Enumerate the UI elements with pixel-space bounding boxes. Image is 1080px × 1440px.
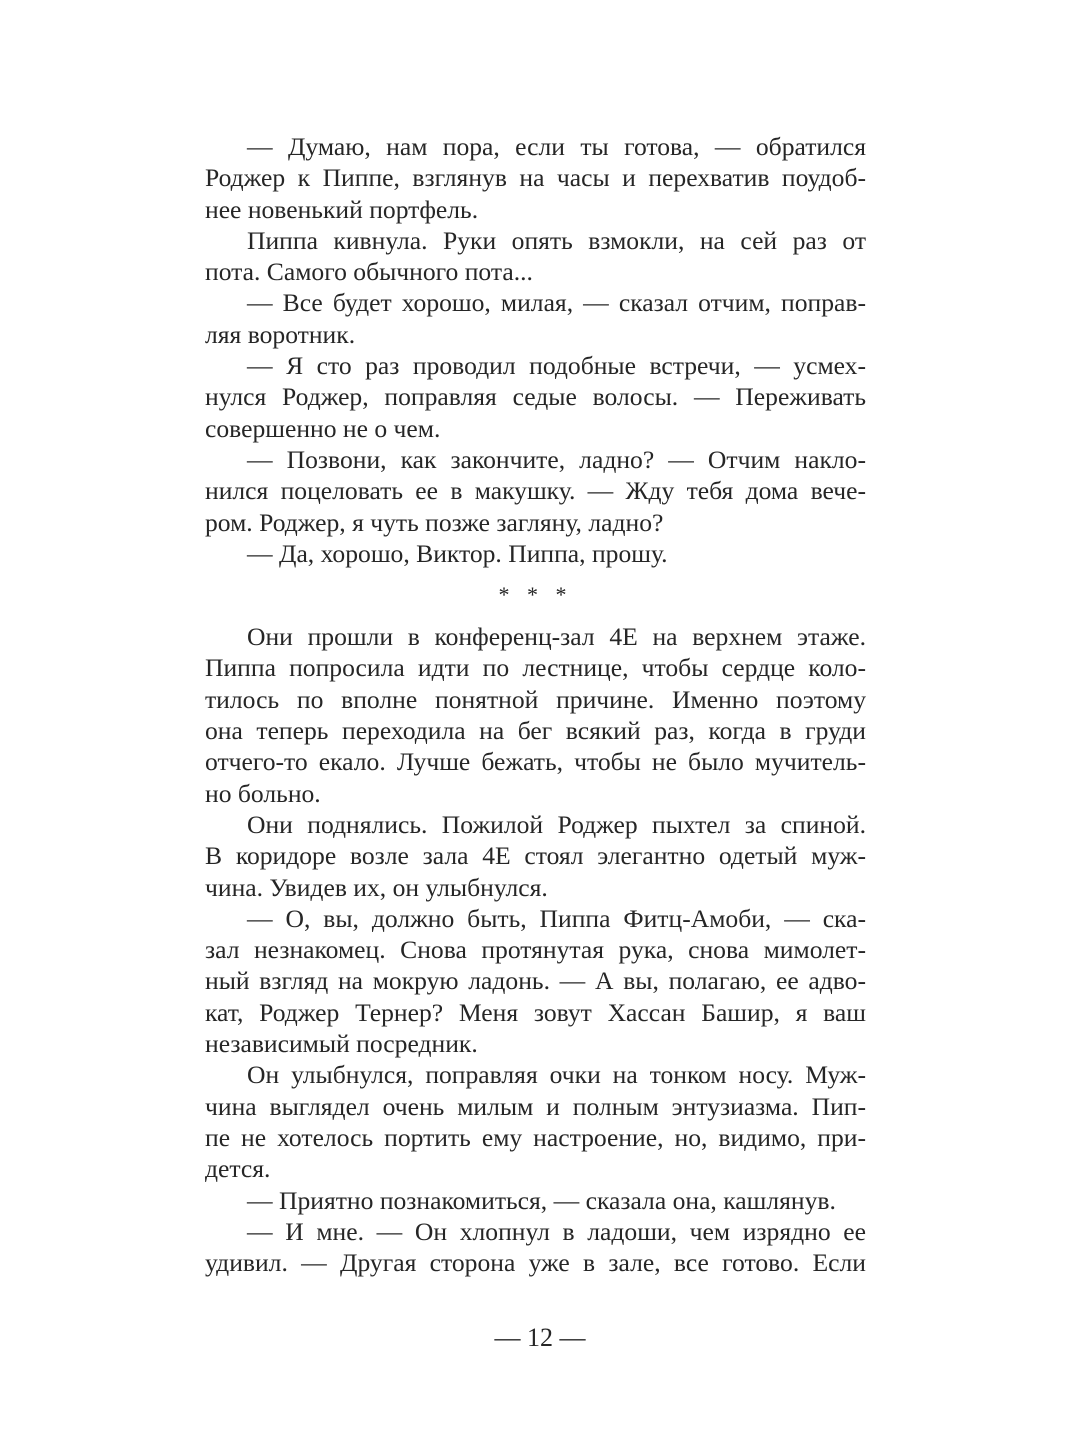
text-line: она теперь переходила на бег всякий раз, когда в груди xyxy=(205,716,866,746)
text-line: В коридоре возле зала 4Е стоял элегантно одетый муж- xyxy=(205,841,866,871)
text-line: Они прошли в конференц-зал 4Е на верхнем этаже. xyxy=(247,622,866,652)
text-line: Пиппа кивнула. Руки опять взмокли, на сей раз от xyxy=(247,225,866,255)
text-line: Пиппа попросила идти по лестнице, чтобы сердце коло- xyxy=(205,653,866,683)
body-text xyxy=(205,131,866,1278)
text-line: нее новенький портфель. xyxy=(205,194,479,224)
text-line: отчего-то екало. Лучше бежать, чтобы не было мучитель- xyxy=(205,747,866,777)
text-section-2 xyxy=(205,621,866,1278)
text-line: ром. Роджер, я чуть позже загляну, ладно? xyxy=(205,507,664,537)
text-line: совершенно не о чем. xyxy=(205,413,441,443)
text-line: тилось по вполне понятной причине. Именно поэтому xyxy=(205,684,866,714)
text-line: Он улыбнулся, поправляя очки на тонком носу. Муж- xyxy=(247,1060,866,1090)
text-line: — Я сто раз проводил подобные встречи, — усмех- xyxy=(247,351,866,381)
text-line: — И мне. — Он хлопнул в ладоши, чем изрядно ее xyxy=(247,1216,866,1246)
text-line: кат, Роджер Тернер? Меня зовут Хассан Башир, я ваш xyxy=(205,997,866,1027)
section-separator: * * * xyxy=(498,582,573,608)
text-line: ляя воротник. xyxy=(205,319,356,349)
text-line: пе не хотелось портить ему настроение, но, видимо, при- xyxy=(205,1122,866,1152)
text-line: чина выглядел очень милым и полным энтузиазма. Пип- xyxy=(205,1091,866,1121)
text-line: чина. Увидев их, он улыбнулся. xyxy=(205,872,548,902)
text-line: пота. Самого обычного пота... xyxy=(205,257,533,287)
text-line: но больно. xyxy=(205,778,321,808)
text-line: независимый посредник. xyxy=(205,1029,478,1059)
text-line: ный взгляд на мокрую ладонь. — А вы, полагаю, ее адво- xyxy=(205,966,866,996)
text-line: нился поцеловать ее в макушку. — Жду тебя дома вече- xyxy=(205,476,866,506)
text-line: — Позвони, как закончите, ладно? — Отчим накло- xyxy=(247,444,866,474)
text-section-1 xyxy=(205,131,866,569)
text-line: — Все будет хорошо, милая, — сказал отчим, поправ- xyxy=(247,288,866,318)
text-line: нулся Роджер, поправляя седые волосы. — Переживать xyxy=(205,382,866,412)
text-line: удивил. — Другая сторона уже в зале, все готово. Если xyxy=(205,1248,866,1278)
text-line: дется. xyxy=(205,1154,271,1184)
text-line: Они поднялись. Пожилой Роджер пыхтел за спиной. xyxy=(247,809,866,839)
text-line: — Думаю, нам пора, если ты готова, — обратился xyxy=(247,132,866,161)
text-line: — Да, хорошо, Виктор. Пиппа, прошу. xyxy=(247,538,668,568)
text-line: — Приятно познакомиться, — сказала она, кашлянув. xyxy=(247,1185,836,1215)
page-number: — 12 — xyxy=(494,1323,586,1352)
text-line: Роджер к Пиппе, взглянув на часы и перехватив поудоб- xyxy=(205,163,866,193)
text-line: зал незнакомец. Снова протянутая рука, снова мимолет- xyxy=(205,935,866,965)
text-line: — О, вы, должно быть, Пиппа Фитц-Амоби, — ска- xyxy=(247,903,866,933)
